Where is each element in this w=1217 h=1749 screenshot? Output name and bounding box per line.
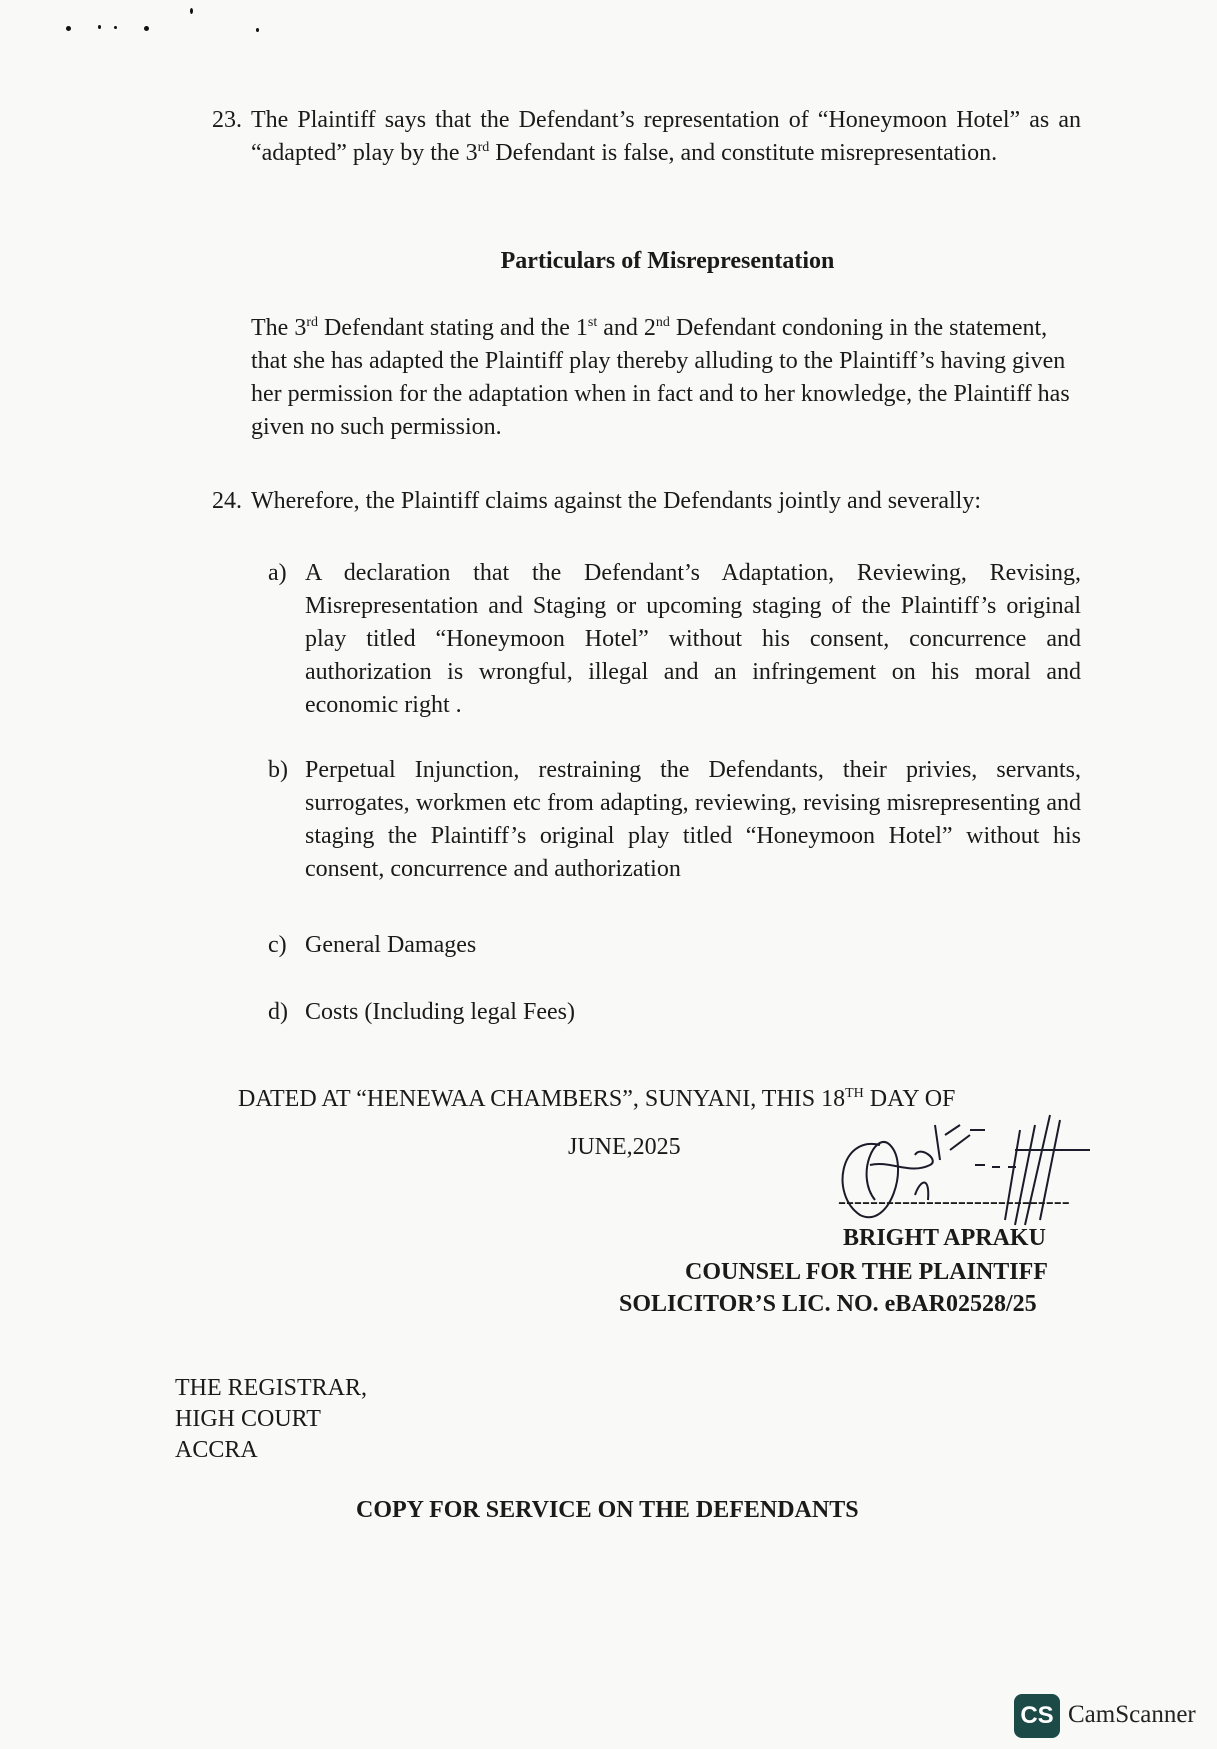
- scan-speck: [114, 26, 117, 29]
- claim-d-marker: d): [268, 999, 288, 1025]
- dated-line-1: DATED AT “HENEWAA CHAMBERS”, SUNYANI, THIS 18TH DAY OF: [238, 1086, 956, 1112]
- para-24-number: 24.: [212, 488, 242, 514]
- claim-b-marker: b): [268, 757, 288, 783]
- scan-speck: [256, 28, 259, 32]
- particulars-heading: Particulars of Misrepresentation: [500, 248, 835, 274]
- claim-a-marker: a): [268, 560, 287, 586]
- claim-d-text: Costs (Including legal Fees): [305, 999, 575, 1025]
- service-note: COPY FOR SERVICE ON THE DEFENDANTS: [356, 1497, 859, 1523]
- counsel-role: COUNSEL FOR THE PLAINTIFF: [685, 1259, 1048, 1285]
- addressee-line-1: THE REGISTRAR,: [175, 1375, 367, 1401]
- scan-speck: [98, 25, 101, 29]
- para-23-text: The Plaintiff says that the Defendant’s representation of “Honeymoon Hotel” as an “adapted” play by the 3rd Defendant is false, and constitute misrepresentation.: [251, 107, 1081, 166]
- addressee-line-3: ACCRA: [175, 1437, 258, 1463]
- claim-c-marker: c): [268, 932, 287, 958]
- claim-c-text: General Damages: [305, 932, 477, 958]
- scan-speck: [190, 8, 193, 14]
- scan-speck: [66, 26, 71, 31]
- para-23-number: 23.: [212, 107, 242, 133]
- counsel-license: SOLICITOR’S LIC. NO. eBAR02528/25: [619, 1291, 1037, 1317]
- scan-speck: [144, 26, 149, 31]
- counsel-name: BRIGHT APRAKU: [843, 1225, 1046, 1251]
- claim-a-text: A declaration that the Defendant’s Adaptation, Reviewing, Revising, Misrepresentation and Staging or upcoming staging of the Plaintiff’s original play titled “Honeymoon Hotel” without his consent, concurrence and authorization is wrongful, illegal and an infringement on his moral and economic right .: [305, 560, 1081, 718]
- camscanner-logo-icon: CS: [1014, 1694, 1060, 1738]
- dated-line-2: JUNE,2025: [568, 1134, 681, 1160]
- particulars-text: The 3rd Defendant stating and the 1st and 2nd Defendant condoning in the statement, that she has adapted the Plaintiff play thereby alluding to the Plaintiff’s having given her permission for the adaptation when in fact and to her knowledge, the Plaintiff has given no such permission.: [251, 315, 1070, 440]
- claim-b-text: Perpetual Injunction, restraining the Defendants, their privies, servants, surrogates, workmen etc from adapting, reviewing, revising misrepresenting and staging the Plaintiff’s original play titled “Honeymoon Hotel” without his consent, concurrence and authorization: [305, 757, 1081, 882]
- camscanner-label: CamScanner: [1068, 1701, 1196, 1728]
- signature-line: -----------------------------: [838, 1189, 1070, 1215]
- addressee-line-2: HIGH COURT: [175, 1406, 321, 1432]
- para-24-text: Wherefore, the Plaintiff claims against the Defendants jointly and severally:: [251, 488, 981, 514]
